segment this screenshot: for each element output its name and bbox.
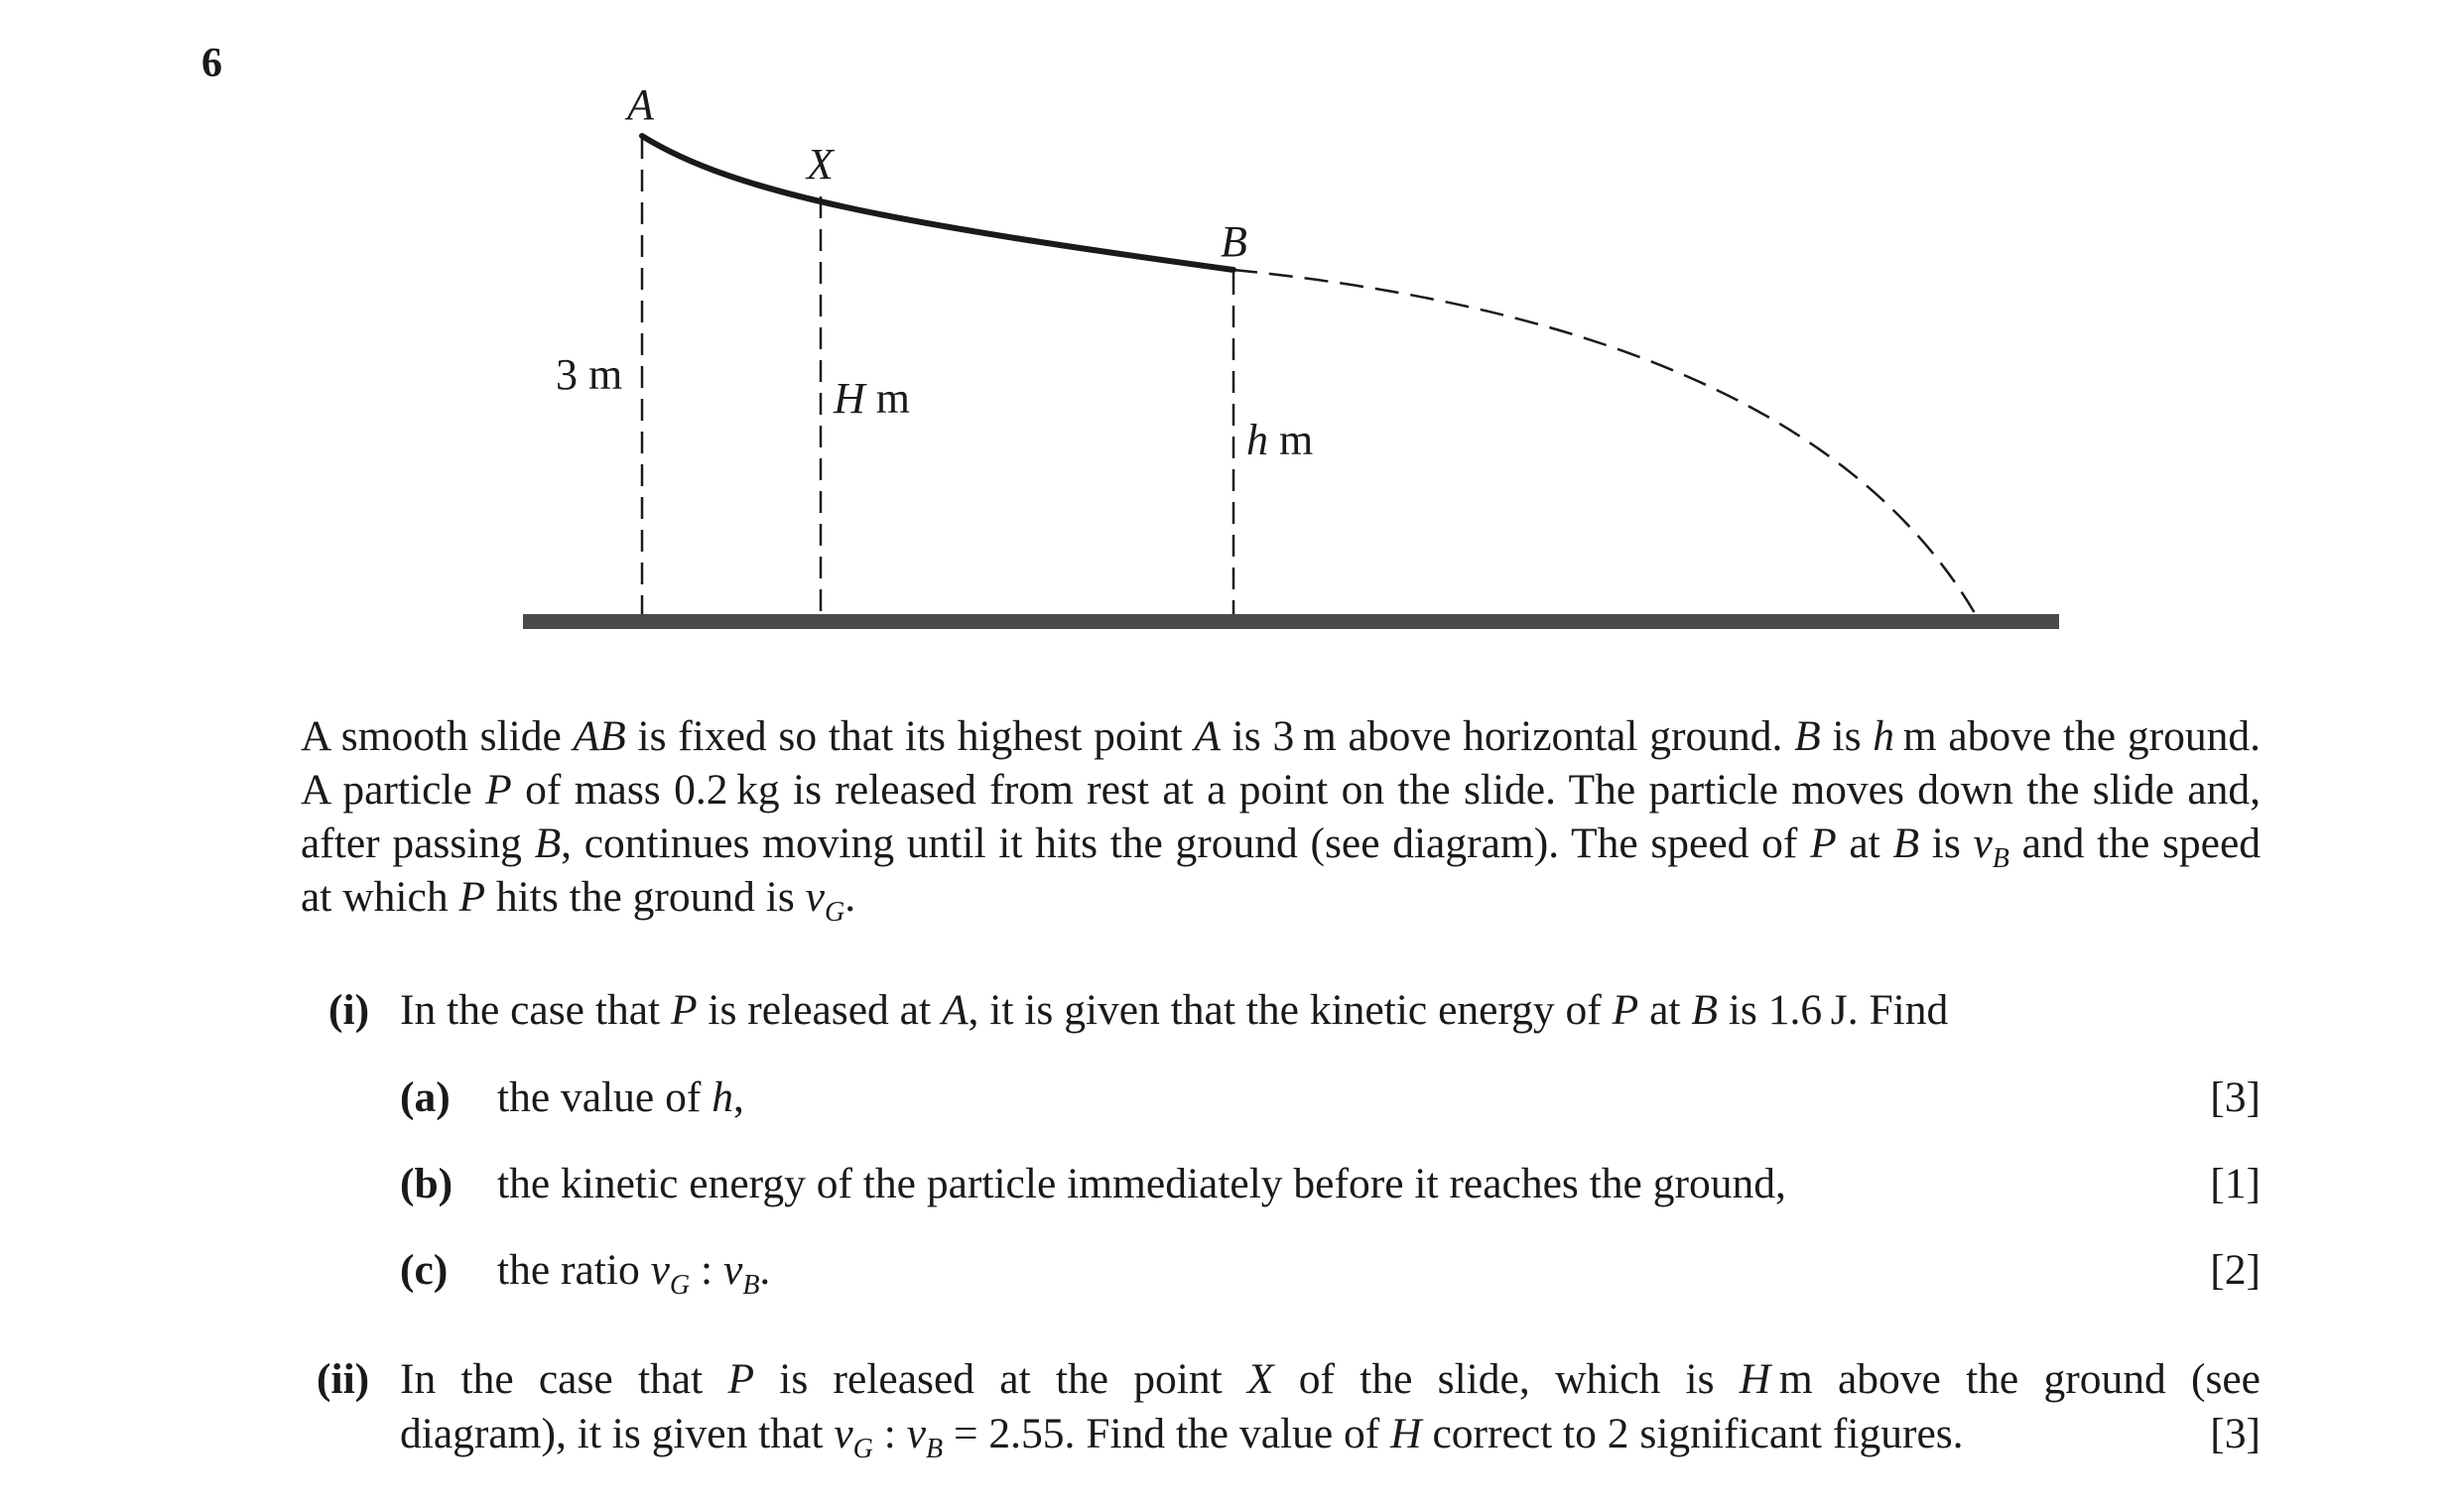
part-i-b-text: the kinetic energy of the particle immediately before it reaches the ground, bbox=[497, 1160, 1786, 1207]
label-point-b: B bbox=[1221, 217, 1247, 266]
label-height-b: h m bbox=[1246, 416, 1314, 464]
part-i-c-text: the ratio $v_G$ : $v_B$. bbox=[497, 1246, 771, 1301]
part-i-c-mark: [2] bbox=[2210, 1246, 2261, 1294]
part-ii-label: (ii) bbox=[317, 1355, 370, 1403]
part-i-c-label: (c) bbox=[400, 1246, 449, 1294]
part-i-a-label: (a) bbox=[400, 1073, 451, 1121]
part-ii-line2: diagram), it is given that $v_G$ : $v_B = 2.55$. Find the value of H correct to 2 significant figures. bbox=[400, 1410, 1964, 1464]
part-i-a-mark: [3] bbox=[2210, 1073, 2261, 1121]
part-i bbox=[301, 983, 2261, 1311]
question-stem: A smooth slide AB is fixed so that its highest point A is 3 m above horizontal ground. B is h m above the ground. A particle P of mass 0.2 kg is released from rest at a point on the slide. The particle moves down the slide and, after passing B, continues moving until it hits the ground (see diagram). The speed of P at B is $v_B$ and the speed at which P hits the ground is $v_G$. bbox=[301, 712, 2262, 928]
part-ii bbox=[301, 1352, 2261, 1471]
slide-curve bbox=[642, 136, 1233, 270]
part-i-a-text: the value of h, bbox=[497, 1073, 744, 1121]
part-i-text: In the case that P is released at A, it is given that the kinetic energy of P at B is 1.6 J. Find bbox=[400, 986, 1949, 1034]
trajectory-curve bbox=[1233, 270, 1975, 613]
part-i-b-label: (b) bbox=[400, 1160, 453, 1207]
label-point-a: A bbox=[627, 80, 654, 129]
part-ii-mark: [3] bbox=[2210, 1410, 2261, 1457]
label-point-x: X bbox=[807, 140, 834, 189]
question-number: 6 bbox=[201, 41, 222, 86]
label-height-a: 3 m bbox=[556, 350, 623, 399]
label-height-x: H m bbox=[834, 374, 911, 423]
ground-line bbox=[523, 614, 2059, 629]
part-ii-line1: In the case that P is released at the point X of the slide, which is H m above the ground (see bbox=[400, 1355, 2261, 1403]
slide-diagram bbox=[0, 0, 2461, 675]
part-i-b-mark: [1] bbox=[2210, 1160, 2261, 1207]
part-i-label: (i) bbox=[328, 986, 370, 1034]
